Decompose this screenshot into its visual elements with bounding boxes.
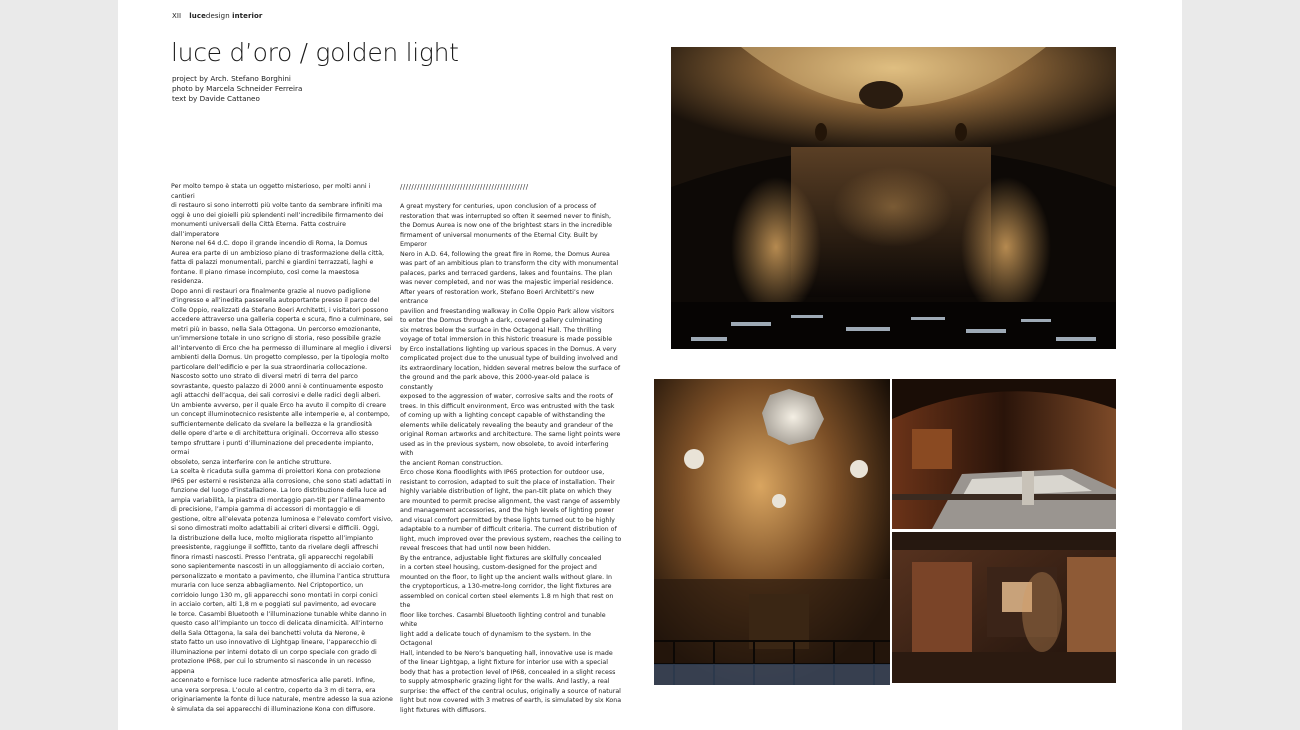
page-number: XII (172, 12, 182, 20)
italian-text-column: Per molto tempo è stata un oggetto misterioso, per molti anni i cantieri di restauro si sono interrotti più volte tanto da sembrare infiniti ma oggi è uno dei gioielli più splendenti nell’incredibile firmamento dei monumenti universali della Città Eterna. Fatta costruire dall’imperatore Nerone nel 64 d.C. dopo il grande incendio di Roma, la Domus Aurea era parte di un ambizioso piano di trasformazione della città, fatta di palazzi monumentali, parchi e giardini terrazzati, laghi e fontane. Il piano rimase incompiuto, così come la maestosa residenza. Dopo anni di restauri ora finalmente grazie al nuovo padiglione d’ingresso e all’inedita passerella autoportante presso il parco del Colle Oppio, realizzati da Stefano Boeri Architetti, i visitatori possono accedere attraverso una galleria coperta e scura, fino a culminare, sei metri più in basso, nella Sala Ottagona. Un percorso emozionante, un’immersione totale in uno scrigno di storia, reso possibile grazie all’intervento di Erco che ha permesso di illuminare al meglio i diversi ambienti della Domus. Un progetto complesso, per la tipologia molto particolare dell’edificio e per la sua straordinaria collocazione. Nascosto sotto uno strato di diversi metri di terra del parco sovrastante, questo palazzo di 2000 anni è continuamente esposto agli attacchi dell’acqua, dei sali corrosivi e delle radici degli alberi. Un ambiente avverso, per il quale Erco ha avuto il compito di creare un concept illuminotecnico resistente alle intemperie e, al contempo, sufficientemente delicato da svelare la bellezza e la grandiosità delle opere d’arte e di architettura originali. Occorreva allo stesso tempo sfruttare i punti d’illuminazione del precedente impianto, ormai obsoleto, senza interferire con le antiche strutture. La scelta è ricaduta sulla gamma di proiettori Kona con protezione IP65 per esterni e resistenza alla corrosione, che sono stati adattati in funzione del luogo d’installazione. La loro distribuzione della luce ad ampia variabilità, la piastra di montaggio pan-tilt per l’allineamento di precisione, l’ampia gamma di accessori di montaggio e di gestione, oltre all’elevata potenza luminosa e l’elevato comfort visivo, si sono dimostrati molto adattabili ai criteri diversi e difficili. Oggi, la distribuzione della luce, molto migliorata rispetto all’impianto preesistente, raggiunge il soffitto, tanto da rivelare degli affreschi finora rimasti nascosti. Presso l’entrata, gli apparecchi regolabili sono sapientemente nascosti in un alloggiamento di acciaio corten, personalizzato e montato a pavimento, che illumina l’antica struttura muraria con luce senza abbagliamento. Nel Criptoportico, un corridoio lungo 130 m, gli apparecchi sono montati in corpi conici in acciaio corten, alti 1,8 m e poggiati sul pavimento, ad evocare le torce. Casambi Bluetooth e l’illuminazione tunable white danno in questo caso all’impianto un tocco di delicata dinamicità. All’interno della Sala Ottagona, la sala dei banchetti voluta da Nerone, è stato fatto un uso innovativo di Lightgap lineare, l’apparecchio di illuminazione per interni dotato di un corpo speciale con grado di protezione IP68, per cui lo strumento si nasconde in un recesso appena accennato e fornisce luce radente atmosferica alle pareti. Infine, una vera sorpresa. L’oculo al centro, coperto da 3 m di terra, era originariamente la fonte di luce naturale, mentre adesso la sua azione è simulata da sei apparecchi di illuminazione Kona con diffusore. (171, 183, 393, 713)
vaulted-hall-photo (671, 47, 1116, 349)
article-credits (172, 74, 302, 104)
domed-room-photo (654, 379, 890, 685)
english-text-column: A great mystery for centuries, upon conclusion of a process of restoration that was interrupted so often it seemed never to finish, the Domus Aurea is now one of the brightest stars in the incredible firmament of universal monuments of the Eternal City. Built by Emperor Nero in A.D. 64, following the great fire in Rome, the Domus Aurea was part of an ambitious plan to transform the city with monumental palaces, parks and terraced gardens, lakes and fountains. The plan was never completed, and nor was the majestic imperial residence. After years of restoration work, Stefano Boeri Architetti’s new entrance pavilion and freestanding walkway in Colle Oppio Park allow visitors to enter the Domus through a dark, covered gallery culminating six metres below the surface in the Octagonal Hall. The thrilling voyage of total immersion in this historic treasure is made possible by Erco installations lighting up various spaces in the Domus. A very complicated project due to the unusual type of building involved and its extraordinary location, hidden several metres below the surface of the ground and the park above, this 2000-year-old palace is constantly exposed to the aggression of water, corrosive salts and the roots of trees. In this difficult environment, Erco was entrusted with the task of coming up with a lighting concept capable of withstanding the elements while delicately revealing the beauty and grandeur of the original Roman artworks and architecture. The same light points were used as in the previous system, now obsolete, to avoid interfering with the ancient Roman construction. Erco chose Kona floodlights with IP65 protection for outdoor use, resistant to corrosion, adapted to suit the place of installation. Their highly variable distribution of light, the pan-tilt plate on which they are mounted to permit precise alignment, the vast range of assembly and management accessories, and the high levels of lighting power and visual comfort permitted by these lights turned out to be highly adaptable to a number of difficult criteria. The current distribution of light, much improved over the previous system, reaches the ceiling to reveal frescoes that had until now been hidden. By the entrance, adjustable light fixtures are skilfully concealed in a corten steel housing, custom-designed for the project and mounted on the floor, to light up the ancient walls without glare. In the cryptoporticus, a 130-metre-long corridor, the light fixtures are assembled on conical corten steel elements 1.8 m high that rest on the floor like torches. Casambi Bluetooth lighting control and tunable white light add a delicate touch of dynamism to the system. In the Octagonal Hall, intended to be Nero’s banqueting hall, innovative use is made of the linear Lightgap, a light fixture for interior use with a special body that has a protection level of IP68, concealed in a slight recess to supply atmospheric grazing light for the walls. And lastly, a real surprise: the effect of the central oculus, originally a source of natural light but now covered with 3 metres of earth, is simulated by six Kona light fixtures with diffusors. (400, 203, 622, 714)
magazine-spread (118, 0, 1182, 730)
section-label: interior (232, 12, 263, 20)
brand-design: design (205, 12, 230, 20)
running-head (172, 12, 262, 20)
article-title: luce d’oro / golden light (171, 38, 459, 67)
credit-photo: photo by Marcela Schneider Ferreira (172, 84, 303, 93)
brand-luce: luce (189, 12, 206, 20)
corridor-walkway-photo (892, 379, 1116, 529)
credit-project: project by Arch. Stefano Borghini (172, 74, 291, 83)
credit-text: text by Davide Cattaneo (172, 94, 260, 103)
language-separator: ///////////////////////////////////////////// (400, 183, 529, 191)
brick-room-photo (892, 532, 1116, 683)
